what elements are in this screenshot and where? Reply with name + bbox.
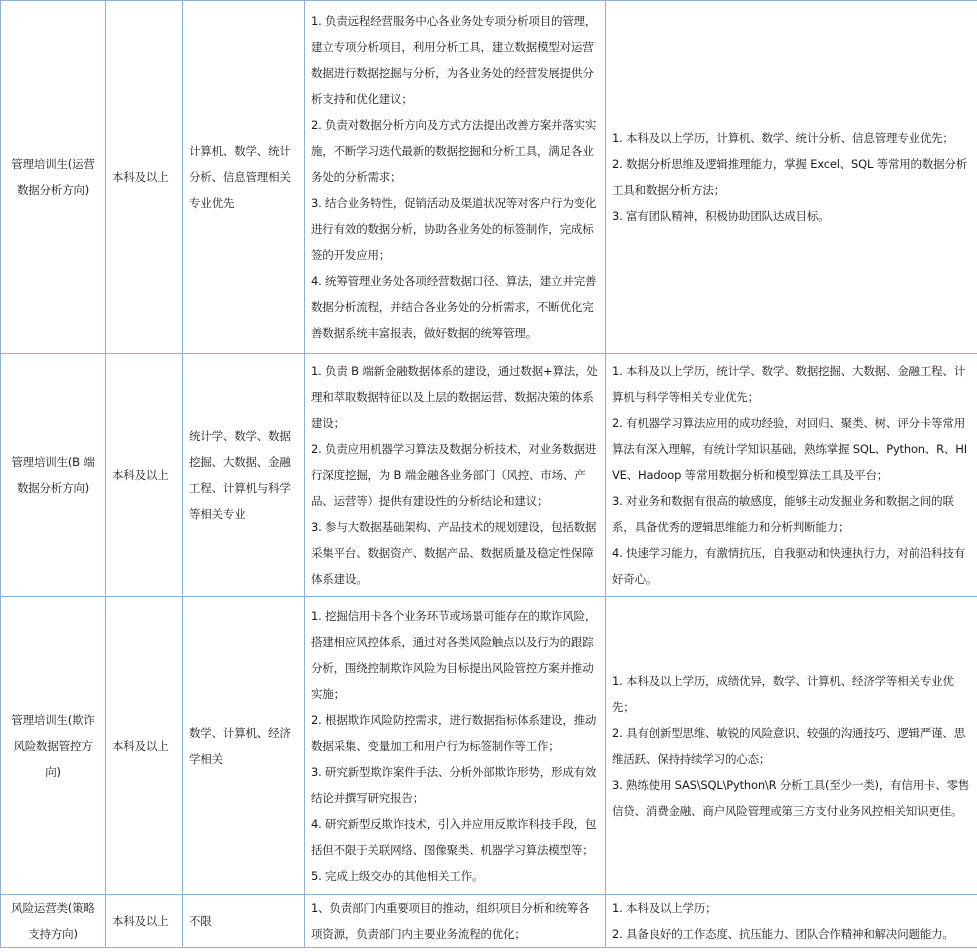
duties-cell xyxy=(305,597,606,895)
education-cell: 本科及以上 xyxy=(106,1,183,354)
duty-item: 1. 负责远程经营服务中心各业务处专项分析项目的管理，建立专项分析项目，利用分析工具，建立数据模型对运营数据进行数据挖掘与分析，为各业务处的经营发展提供分析支持和优化建议； xyxy=(311,14,597,106)
table-row xyxy=(1,895,977,948)
duties-cell xyxy=(305,1,606,354)
duty-item: 4. 研究新型反欺诈技术，引入并应用反欺诈科技手段，包括但不限于关联网络、图像聚类、机器学习算法模型等； xyxy=(311,816,597,857)
duty-item: 1、负责部门内重要项目的推动，组织项目分析和统筹各项资源，负责部门内主要业务流程的优化； xyxy=(311,901,590,941)
requirement-item: 1. 本科及以上学历，计算机、数学、统计分析、信息管理专业优先； xyxy=(612,131,954,145)
requirement-item: 1. 本科及以上学历； xyxy=(612,901,717,915)
requirements-cell xyxy=(606,597,977,895)
duty-item: 1. 负责 B 端新金融数据体系的建设，通过数据+算法，处理和萃取数据特征以及上层的数据运营、数据决策的体系建设； xyxy=(311,364,598,430)
major-cell: 统计学、数学、数据挖掘、大数据、金融工程、计算机与科学等相关专业 xyxy=(183,354,305,597)
education-cell: 本科及以上 xyxy=(106,895,183,948)
duty-item: 3. 研究新型欺诈案件手法、分析外部欺诈形势，形成有效结论并撰写研究报告； xyxy=(311,764,597,805)
requirements-cell xyxy=(606,1,977,354)
requirements-cell xyxy=(606,895,977,948)
major-cell: 数学、计算机、经济学相关 xyxy=(183,597,305,895)
education-cell: 本科及以上 xyxy=(106,354,183,597)
duty-item: 5. 完成上级交办的其他相关工作。 xyxy=(311,868,484,883)
requirement-item: 3. 熟练使用 SAS\SQL\Python\R 分析工具(至少一类)，有信用卡、零售信贷、消费金融、商户风险管理或第三方支付业务风控相关知识更佳。 xyxy=(612,777,970,818)
duty-item: 3. 结合业务特性，促销活动及渠道状况等对客户行为变化进行有效的数据分析，协助各业务处的标签制作，完成标签的开发应用； xyxy=(311,196,597,262)
duty-item: 3. 参与大数据基础架构、产品技术的规划建设，包括数据采集平台、数据资产、数据产品、数据质量及稳定性保障体系建设。 xyxy=(311,520,597,586)
requirements-cell xyxy=(606,354,977,597)
position-cell: 管理培训生(欺诈风险数据管控方向) xyxy=(1,597,106,895)
duty-item: 2. 负责对数据分析方向及方式方法提出改善方案并落实实施，不断学习迭代最新的数据挖掘和分析工具，满足各业务处的分析需求； xyxy=(311,118,597,184)
education-cell: 本科及以上 xyxy=(106,597,183,895)
table-row xyxy=(1,1,977,354)
requirement-item: 1. 本科及以上学历，统计学、数学、数据挖掘、大数据、金融工程、计算机与科学等相关专业优先； xyxy=(612,364,966,404)
requirement-item: 1. 本科及以上学历，成绩优异，数学、计算机、经济学等相关专业优先； xyxy=(612,673,954,714)
requirement-item: 2. 有机器学习算法应用的成功经验，对回归、聚类、树、评分卡等常用算法有深入理解，有统计学知识基础，熟练掌握 SQL、Python、R、HIVE、Hadoop 等常用数据分析和模型算法工具及平台； xyxy=(612,416,967,482)
position-cell: 管理培训生(B 端数据分析方向) xyxy=(1,354,106,597)
requirement-item: 2. 数据分析思维及逻辑推理能力，掌握 Excel、SQL 等常用的数据分析工具和数据分析方法； xyxy=(612,157,968,197)
table-row xyxy=(1,597,977,895)
position-cell: 风险运营类(策略支持方向) xyxy=(1,895,106,948)
duty-item: 2. 负责应用机器学习算法及数据分析技术，对业务数据进行深度挖掘，为 B 端金融各业务部门（风控、市场、产品、运营等）提供有建设性的分析结论和建议； xyxy=(311,442,597,508)
duty-item: 4. 统筹管理业务处各项经营数据口径、算法，建立并完善数据分析流程，并结合各业务处的分析需求，不断优化完善数据系统丰富报表，做好数据的统筹管理。 xyxy=(311,274,597,340)
requirement-item: 3. 富有团队精神，积极协助团队达成目标。 xyxy=(612,209,830,223)
requirement-item: 2. 具备良好的工作态度、抗压能力、团队合作精神和解决问题能力。 xyxy=(612,927,954,941)
duties-cell xyxy=(305,895,606,948)
requirement-item: 4. 快速学习能力，有激情抗压，自我驱动和快速执行力，对前沿科技有好奇心。 xyxy=(612,546,966,586)
duty-item: 2. 根据欺诈风险防控需求，进行数据指标体系建设，推动数据采集、变量加工和用户行为标签制作等工作； xyxy=(311,712,597,753)
major-cell: 计算机、数学、统计分析、信息管理相关专业优先 xyxy=(183,1,305,354)
duties-cell xyxy=(305,354,606,597)
requirement-item: 3. 对业务和数据有很高的敏感度，能够主动发掘业务和数据之间的联系，具备优秀的逻辑思维能力和分析判断能力； xyxy=(612,494,954,534)
duty-item: 1. 挖掘信用卡各个业务环节或场景可能存在的欺诈风险，搭建相应风控体系，通过对各类风险触点以及行为的跟踪分析，围绕控制欺诈风险为目标提出风险管控方案并推动实施； xyxy=(311,608,597,701)
requirement-item: 2. 具有创新型思维、敏锐的风险意识、较强的沟通技巧、逻辑严谨、思维活跃、保持持续学习的心态； xyxy=(612,725,966,766)
position-cell: 管理培训生(运营数据分析方向) xyxy=(1,1,106,354)
table-row xyxy=(1,354,977,597)
major-cell: 不限 xyxy=(183,895,305,948)
